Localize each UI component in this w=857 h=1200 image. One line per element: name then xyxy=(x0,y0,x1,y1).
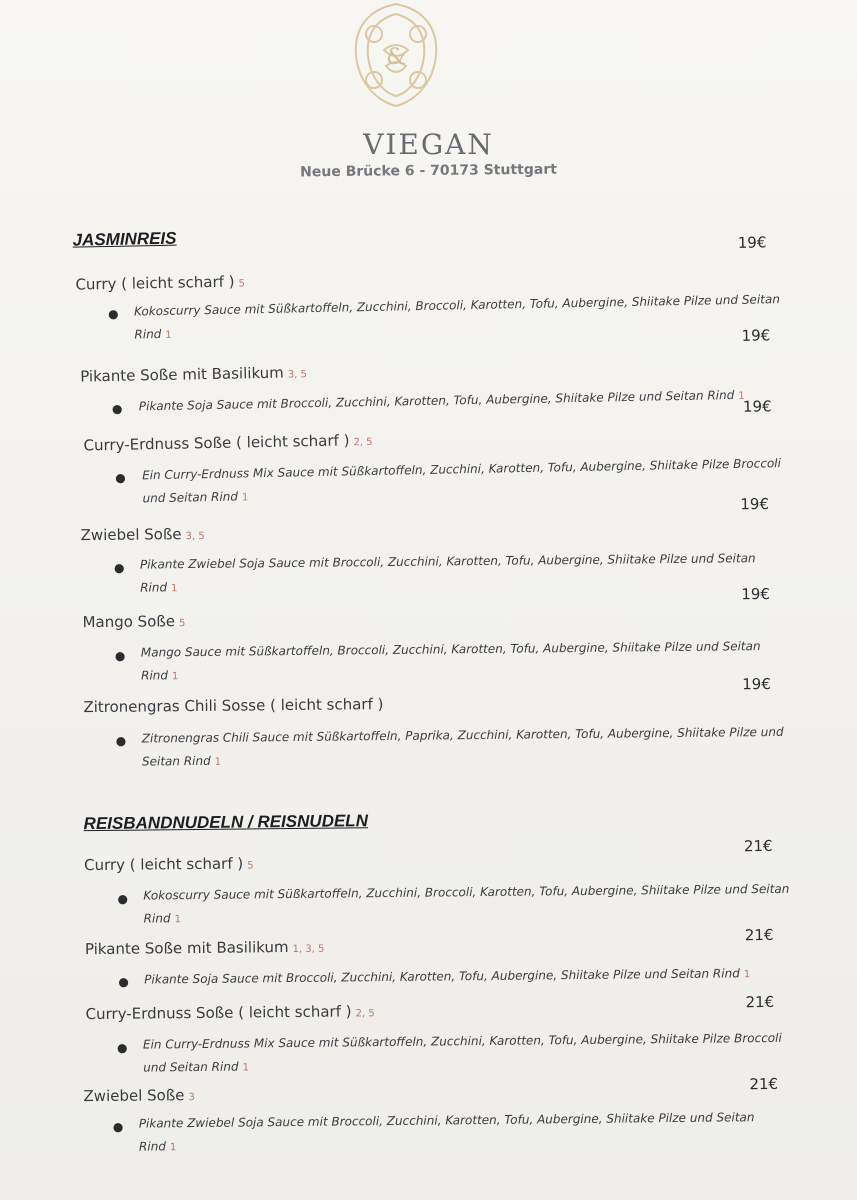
item-description: Pikante Soja Sauce mit Broccoli, Zucchini, Karotten, Tofu, Aubergine, Shiitake Pilze und Seitan Rind 1 xyxy=(138,387,745,414)
item-name: Curry ( leicht scharf ) 5 xyxy=(83,854,254,875)
monogram-crest-icon xyxy=(344,0,448,110)
item-price: 19€ xyxy=(742,674,771,694)
bullet-icon: ● xyxy=(112,1119,124,1134)
item-name: Zwiebel Soße 3, 5 xyxy=(80,525,205,545)
item-description: Pikante Zwiebel Soja Sauce mit Broccoli, Zucchini, Karotten, Tofu, Aubergine, Shiitake Pilze und Seitan Rind 1 xyxy=(138,1110,755,1154)
bullet-icon: ● xyxy=(111,401,123,416)
restaurant-address: Neue Brücke 6 - 70173 Stuttgart xyxy=(300,161,557,181)
allergen-codes: 2, 5 xyxy=(355,1008,375,1020)
item-name: Zitronengras Chili Sosse ( leicht scharf ) xyxy=(83,695,384,717)
item-price: 19€ xyxy=(742,397,772,416)
allergen-codes: 5 xyxy=(238,278,246,290)
item-name: Pikante Soße mit Basilikum 3, 5 xyxy=(80,363,308,386)
item-price: 21€ xyxy=(745,992,775,1012)
allergen-codes: 3, 5 xyxy=(185,530,205,543)
item-name: Curry-Erdnuss Soße ( leicht scharf ) 2, 5 xyxy=(85,1002,375,1024)
bullet-icon: ● xyxy=(115,470,126,485)
item-name: Zwiebel Soße 3 xyxy=(83,1086,195,1106)
item-description: Mango Sauce mit Süßkartoffeln, Broccoli, Zucchini, Karotten, Tofu, Aubergine, Shiitake Pilze und Seitan Rind 1 xyxy=(140,639,761,683)
section-title: REISBANDNUDELN / REISNUDELN xyxy=(83,811,369,834)
item-description: Ein Curry-Erdnuss Mix Sauce mit Süßkartoffeln, Zucchini, Karotten, Tofu, Aubergine, Shiitake Pilze Broccoli und Seitan Rind 1 xyxy=(142,456,782,506)
item-price: 21€ xyxy=(749,1074,779,1094)
item-description: Kokoscurry Sauce mit Süßkartoffeln, Zucchini, Broccoli, Karotten, Tofu, Aubergine, Shiitake Pilze und Seitan Rind 1 xyxy=(133,292,781,342)
item-description: Pikante Soja Sauce mit Broccoli, Zucchini, Karotten, Tofu, Aubergine, Shiitake Pilze und Seitan Rind 1 xyxy=(144,966,751,987)
bullet-icon: ● xyxy=(107,306,119,321)
item-name: Curry ( leicht scharf ) 5 xyxy=(75,272,246,294)
restaurant-header xyxy=(0,128,857,179)
allergen-codes: 5 xyxy=(247,860,254,872)
item-name: Mango Soße 5 xyxy=(82,612,186,632)
allergen-codes: 3, 5 xyxy=(287,369,308,381)
restaurant-name: VIEGAN xyxy=(363,128,494,161)
item-price: 19€ xyxy=(740,494,770,514)
allergen-codes: 5 xyxy=(178,618,186,630)
item-price: 19€ xyxy=(741,584,770,604)
item-price: 21€ xyxy=(744,925,774,945)
allergen-codes: 2, 5 xyxy=(353,436,373,449)
section-title: JASMINREIS xyxy=(72,228,177,250)
bullet-icon: ● xyxy=(118,974,129,989)
item-price: 19€ xyxy=(737,233,767,252)
item-name: Pikante Soße mit Basilikum 1, 3, 5 xyxy=(84,938,325,959)
bullet-icon: ● xyxy=(116,1040,128,1055)
item-price: 21€ xyxy=(743,836,773,856)
allergen-codes: 1, 3, 5 xyxy=(292,943,325,955)
item-price: 19€ xyxy=(741,326,771,345)
bullet-icon: ● xyxy=(114,648,126,663)
svg-text:&: & xyxy=(386,45,406,70)
item-description: Zitronengras Chili Sauce mit Süßkartoffeln, Paprika, Zucchini, Karotten, Tofu, Aubergine, Shiitake Pilze und Seitan Rind 1 xyxy=(141,724,784,769)
bullet-icon: ● xyxy=(113,560,125,575)
allergen-codes: 3 xyxy=(188,1092,195,1104)
item-name: Curry-Erdnuss Soße ( leicht scharf ) 2, 5 xyxy=(83,431,373,455)
item-description: Kokoscurry Sauce mit Süßkartoffeln, Zucchini, Broccoli, Karotten, Tofu, Aubergine, Shiitake Pilze und Seitan Rind 1 xyxy=(143,881,790,926)
item-description: Pikante Zwiebel Soja Sauce mit Broccoli, Zucchini, Karotten, Tofu, Aubergine, Shiitake Pilze und Seitan Rind 1 xyxy=(139,551,756,595)
item-description: Ein Curry-Erdnuss Mix Sauce mit Süßkartoffeln, Zucchini, Karotten, Tofu, Aubergine, Shiitake Pilze Broccoli und Seitan Rind 1 xyxy=(142,1030,782,1075)
bullet-icon: ● xyxy=(117,891,128,906)
bullet-icon: ● xyxy=(115,733,127,748)
